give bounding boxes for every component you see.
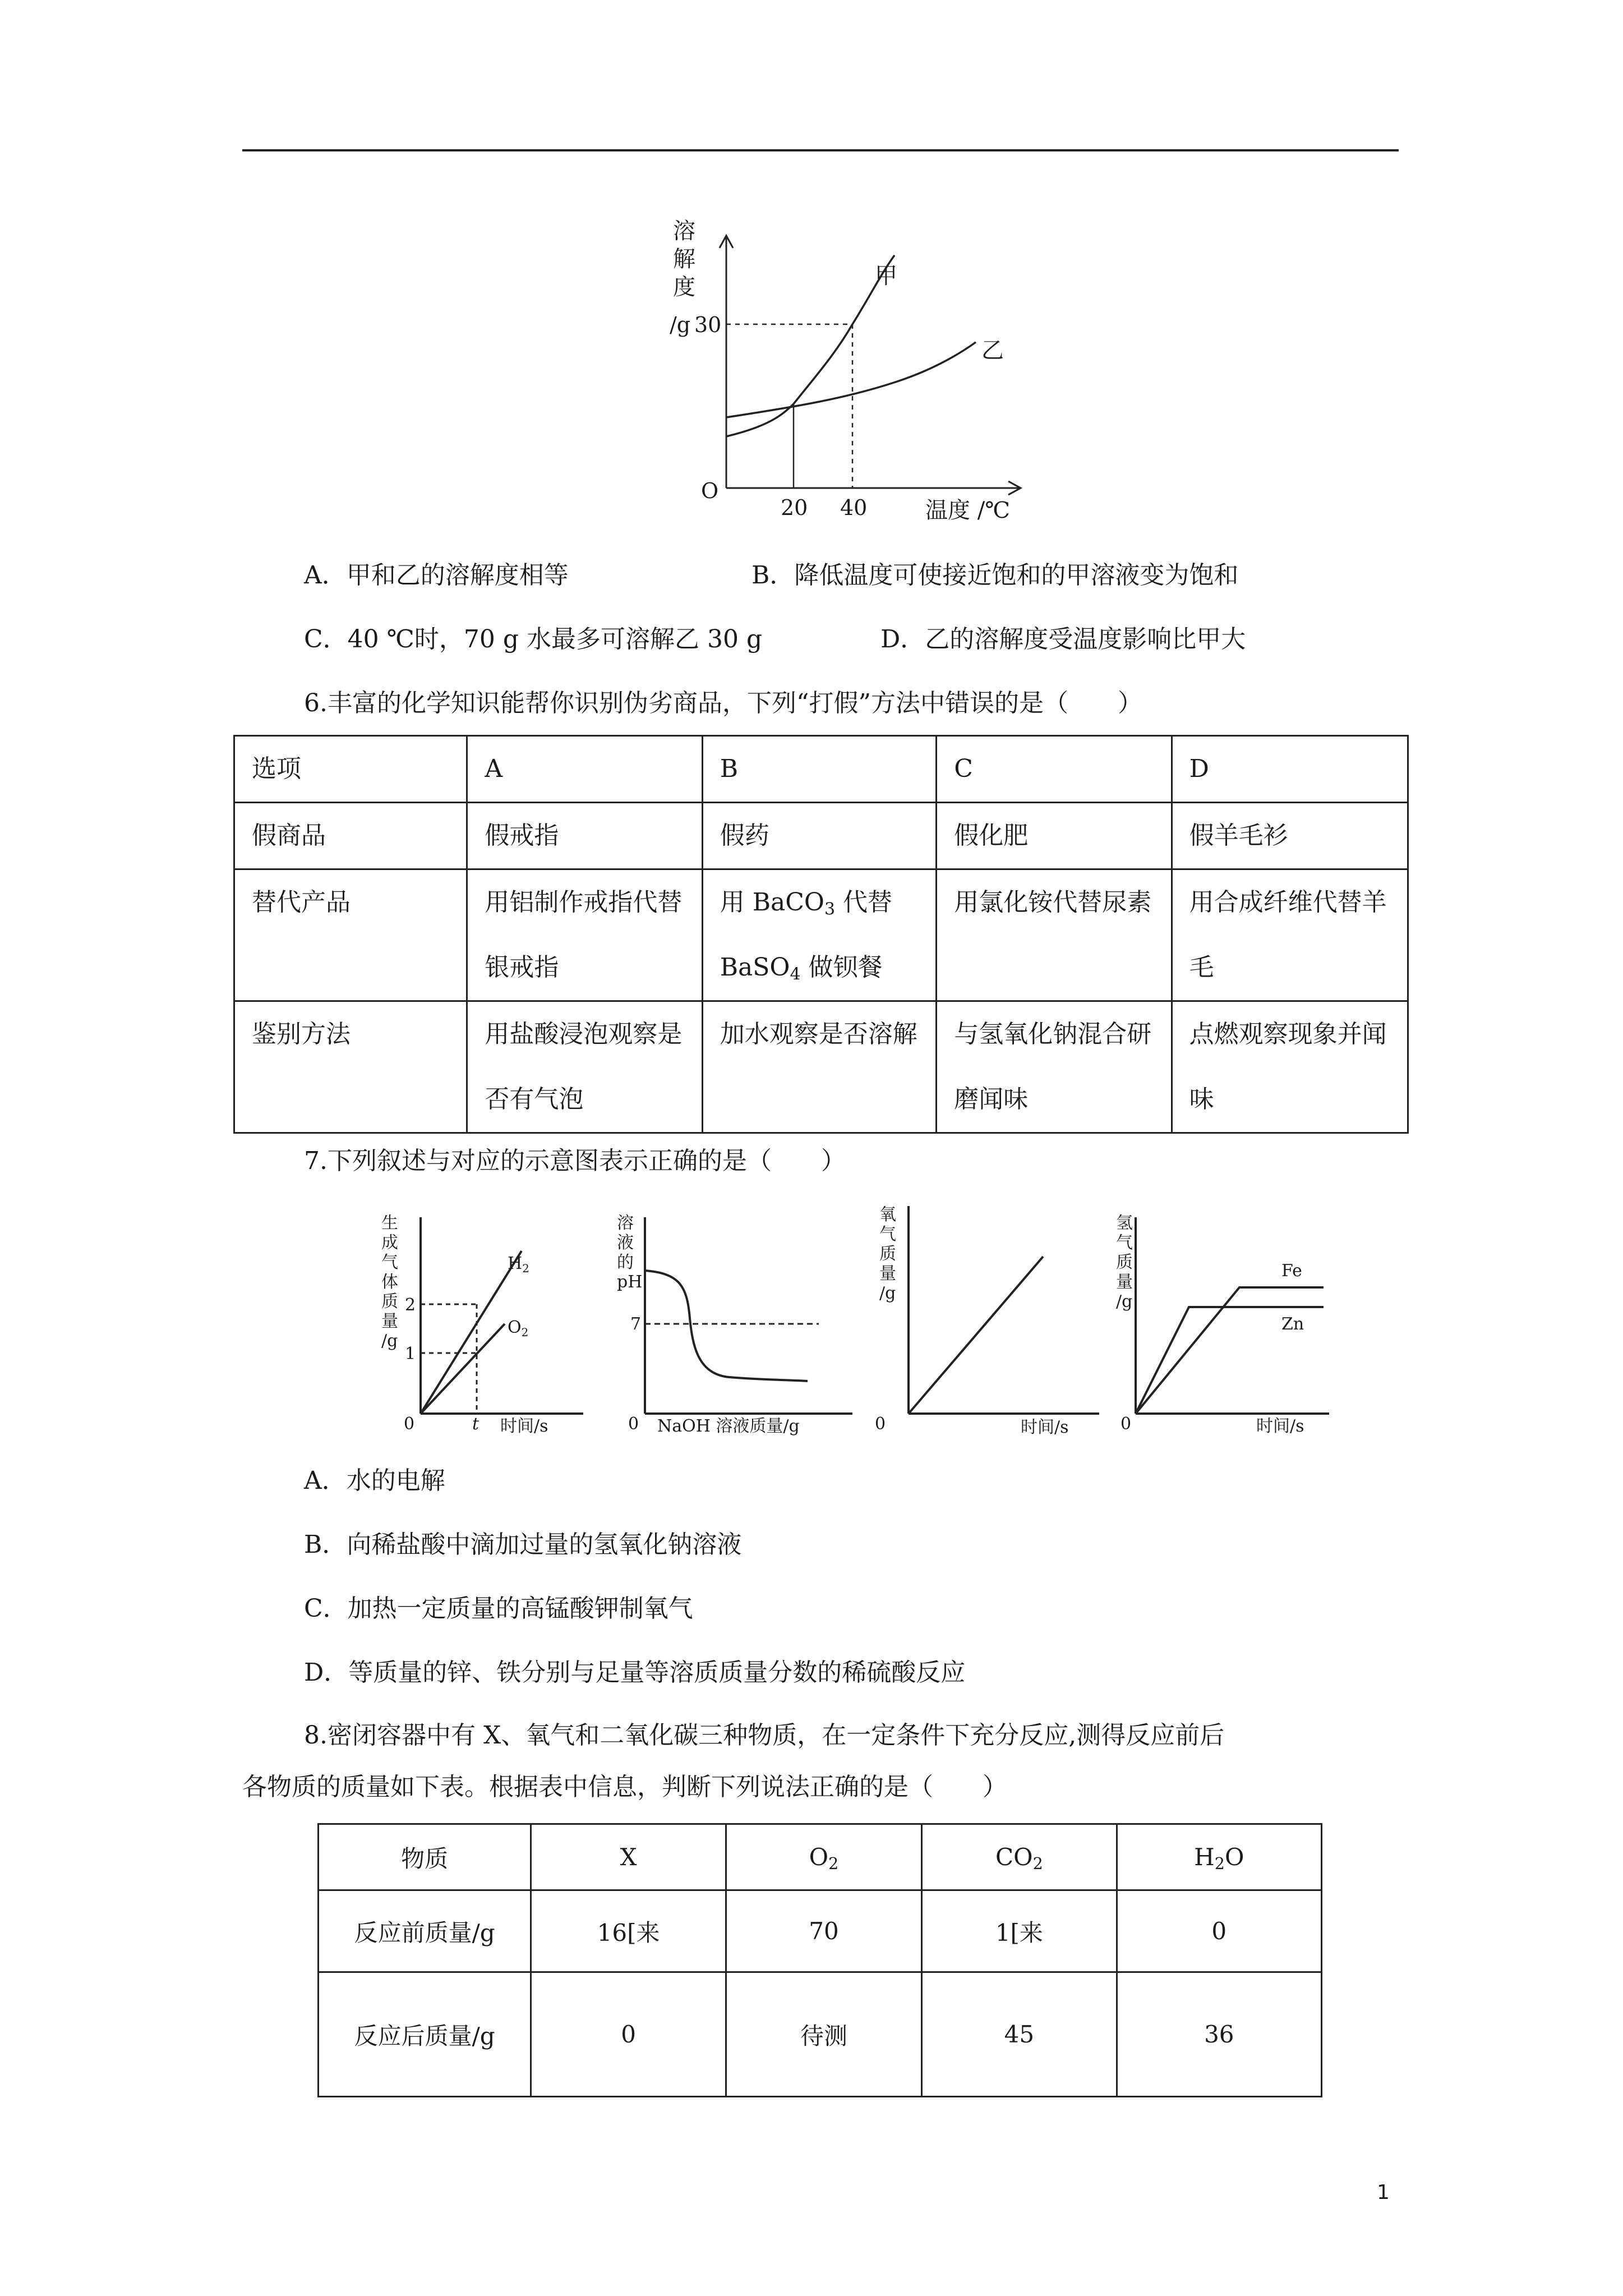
q5-option-b: B．降低温度可使接近饱和的甲溶液变为饱和	[751, 561, 1239, 590]
q7-option-d: D．等质量的锌、铁分别与足量等溶质质量分数的稀硫酸反应	[304, 1658, 966, 1687]
table-row	[319, 1824, 1322, 1890]
table-cell: 与氢氧化钠混合研磨闻味	[937, 1001, 1172, 1133]
g1-y-label-6: 量	[381, 1312, 398, 1331]
header-rule	[242, 149, 1399, 151]
table-cell: $O_2$	[726, 1824, 921, 1890]
table-cell: 假化肥	[937, 803, 1172, 869]
g1-y-label-2: 成	[381, 1233, 398, 1253]
table-cell: 鉴别方法	[234, 1001, 467, 1133]
g2-y-label-2: 液	[617, 1233, 634, 1253]
table-row	[234, 1001, 1408, 1133]
g3-y-label-5: /g	[879, 1283, 896, 1303]
y-label-1: 溶	[673, 218, 695, 244]
q7-option-b: B．向稀盐酸中滴加过量的氢氧化钠溶液	[304, 1530, 742, 1559]
table-cell: 反应后质量/g	[319, 1972, 531, 2097]
x-axis-label: 温度 /℃	[925, 498, 1010, 523]
table-row	[234, 869, 1408, 1001]
g4-origin: 0	[1121, 1414, 1132, 1434]
solubility-graph	[662, 213, 1054, 527]
q5-option-d: D．乙的溶解度受温度影响比甲大	[880, 625, 1246, 654]
g4-fe-label: Fe	[1281, 1261, 1302, 1281]
y-label-4: /g	[670, 312, 691, 337]
table-cell: 36	[1117, 1972, 1321, 2097]
table-cell: 假羊毛衫	[1172, 803, 1408, 869]
q8-stem-line-2: 各物质的质量如下表。根据表中信息，判断下列说法正确的是（ ）	[242, 1773, 1007, 1801]
table-cell: 物质	[319, 1824, 531, 1890]
g1-y-label-4: 体	[381, 1272, 398, 1292]
table-cell: 用氯化铵代替尿素	[937, 869, 1172, 1001]
x-tick-20: 20	[781, 495, 808, 520]
table-cell: 1[来	[922, 1890, 1117, 1972]
g2-y-label-4: pH	[617, 1272, 643, 1292]
table-cell: 70	[726, 1890, 921, 1972]
table-cell: 点燃观察现象并闻味	[1172, 1001, 1408, 1133]
table-cell: 替代产品	[234, 869, 467, 1001]
q7-option-c: C．加热一定质量的高锰酸钾制氧气	[304, 1594, 693, 1623]
table-cell: $H_2O$	[1117, 1824, 1321, 1890]
g2-tick-7: 7	[630, 1314, 642, 1334]
table-row	[234, 736, 1408, 803]
table-cell: 反应前质量/g	[319, 1890, 531, 1972]
g1-y-label-1: 生	[381, 1213, 398, 1233]
g1-x-tick-t: t	[472, 1414, 479, 1434]
q7-graph-4	[1116, 1206, 1340, 1447]
table-cell: 用盐酸浸泡观察是否有气泡	[467, 1001, 702, 1133]
table-cell: 假商品	[234, 803, 467, 869]
g3-y-label-4: 量	[879, 1264, 896, 1283]
baco3-cell: 用 BaCO$_3$ 代替 BaSO$_4$ 做钡餐	[720, 888, 893, 984]
g2-y-label-1: 溶	[617, 1213, 634, 1233]
g4-y-label-5: /g	[1116, 1292, 1133, 1312]
q6-table	[233, 735, 1409, 1134]
q7-stem: 7.下列叙述与对应的示意图表示正确的是（ ）	[304, 1147, 846, 1175]
q7-graph-3	[875, 1195, 1110, 1447]
table-cell: 用合成纤维代替羊毛	[1172, 869, 1408, 1001]
table-cell: A	[467, 736, 702, 803]
q6-stem: 6.丰富的化学知识能帮你识别伪劣商品，下列“打假”方法中错误的是（ ）	[304, 689, 1142, 717]
g1-o2-label: $O_2$	[508, 1318, 529, 1339]
g1-x-label: 时间/s	[500, 1416, 548, 1436]
curve-yi-label: 乙	[981, 338, 1004, 364]
table-cell: 0	[531, 1972, 726, 2097]
g1-y-label-7: /g	[381, 1331, 398, 1351]
g2-x-label: NaOH 溶液质量/g	[657, 1416, 800, 1436]
g4-y-label-1: 氢	[1116, 1213, 1133, 1233]
table-row	[319, 1972, 1322, 2097]
page-number: 1	[1377, 2181, 1390, 2204]
x-tick-40: 40	[840, 495, 868, 520]
q7-graph-2	[617, 1206, 864, 1447]
g1-origin: 0	[404, 1414, 415, 1434]
g2-origin: 0	[628, 1414, 639, 1434]
g1-y-label-5: 质	[381, 1292, 398, 1312]
curve-jia-label: 甲	[875, 263, 897, 289]
q7-graph-1	[370, 1206, 606, 1447]
g1-tick-2: 2	[405, 1295, 416, 1315]
table-row	[234, 803, 1408, 869]
g1-h2-label: $H_2$	[508, 1254, 529, 1275]
g3-y-label-1: 氧	[879, 1205, 896, 1225]
table-cell: 假药	[702, 803, 937, 869]
g3-y-label-2: 气	[879, 1225, 896, 1244]
table-cell: C	[937, 736, 1172, 803]
q8-stem-line-1: 8.密闭容器中有 X、氧气和二氧化碳三种物质，在一定条件下充分反应,测得反应前后	[304, 1721, 1225, 1750]
y-label-3: 度	[673, 274, 695, 300]
table-cell: D	[1172, 736, 1408, 803]
g2-y-label-3: 的	[617, 1253, 634, 1272]
table-cell: 16[来	[531, 1890, 726, 1972]
table-cell: $CO_2$	[922, 1824, 1117, 1890]
g4-y-label-2: 气	[1116, 1233, 1133, 1253]
g3-y-label-3: 质	[879, 1244, 896, 1264]
y-tick-30: 30	[694, 312, 722, 337]
g4-y-label-4: 量	[1116, 1272, 1133, 1292]
q5-option-c: C．40 ℃时，70 g 水最多可溶解乙 30 g	[304, 625, 763, 654]
q8-table	[317, 1823, 1322, 2097]
table-cell: 45	[922, 1972, 1117, 2097]
table-cell: X	[531, 1824, 726, 1890]
g3-origin: 0	[875, 1414, 886, 1434]
y-label-2: 解	[673, 246, 695, 272]
table-cell: 用铝制作戒指代替银戒指	[467, 869, 702, 1001]
table-cell: 假戒指	[467, 803, 702, 869]
g3-x-label: 时间/s	[1021, 1418, 1069, 1437]
q5-option-a: A．甲和乙的溶解度相等	[304, 561, 569, 590]
table-row	[319, 1890, 1322, 1972]
table-cell: 待测	[726, 1972, 921, 2097]
table-cell: 加水观察是否溶解	[702, 1001, 937, 1133]
table-cell	[702, 869, 937, 1001]
g4-x-label: 时间/s	[1256, 1416, 1304, 1436]
table-cell: B	[702, 736, 937, 803]
table-cell: 选项	[234, 736, 467, 803]
origin-label: O	[701, 478, 719, 503]
g4-zn-label: Zn	[1281, 1314, 1304, 1334]
g1-y-label-3: 气	[381, 1253, 398, 1272]
q7-option-a: A．水的电解	[304, 1466, 445, 1495]
table-cell: 0	[1117, 1890, 1321, 1972]
g4-y-label-3: 质	[1116, 1253, 1133, 1272]
g1-tick-1: 1	[405, 1344, 416, 1364]
